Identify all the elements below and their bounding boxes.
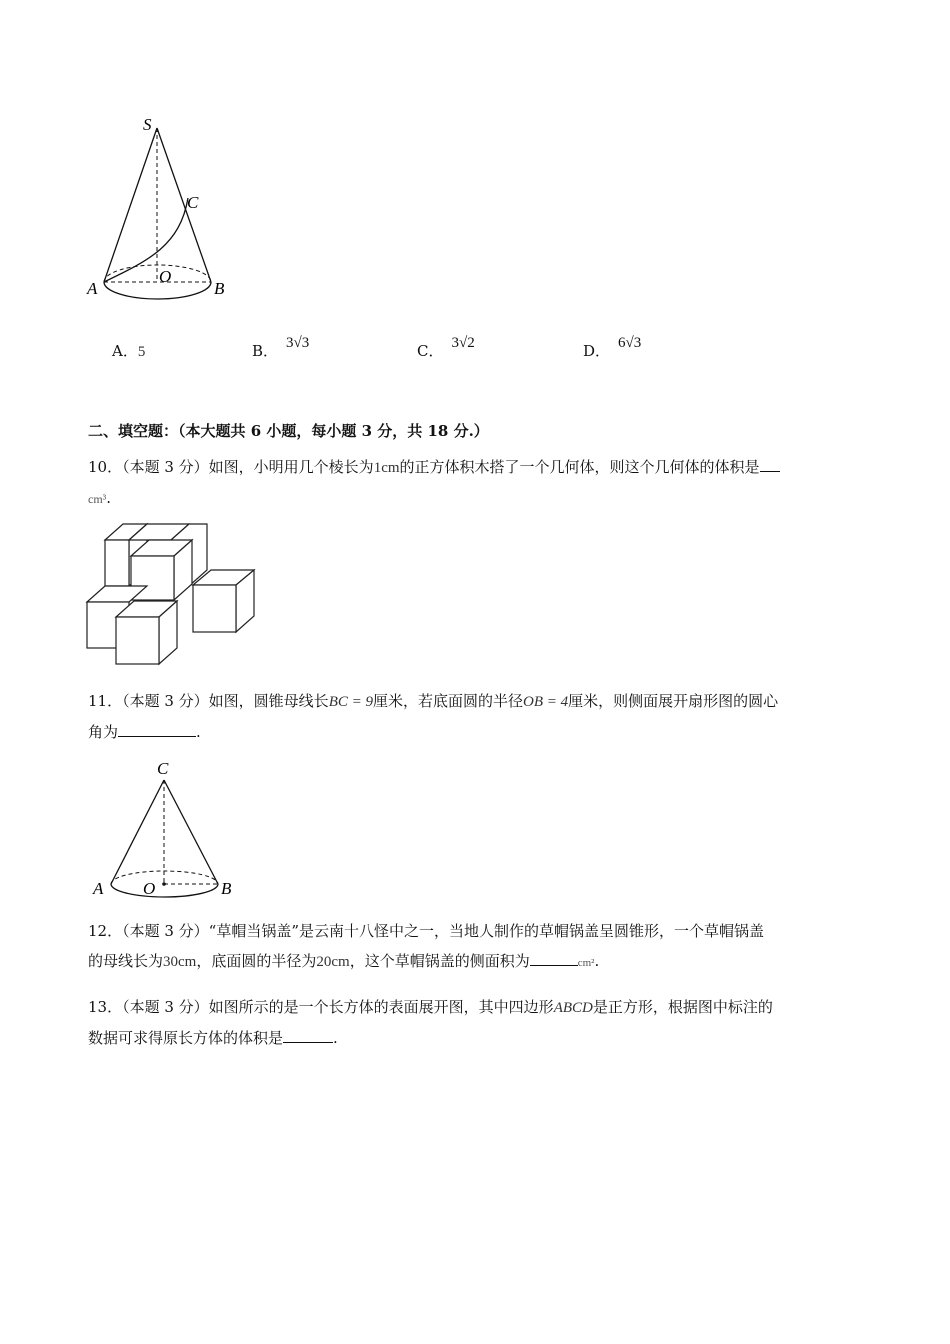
question-11: 11．（本题 3 分）如图，圆锥母线长BC = 9厘米，若底面圆的半径OB = 4厘米，则侧面展开扇形图的圆心 角为 . xyxy=(88,692,779,741)
label-c: C xyxy=(187,193,199,212)
answer-blank-11[interactable] xyxy=(118,722,196,737)
question-12: 12．（本题 3 分）“草帽当锅盖”是云南十八怪中之一，当地人制作的草帽锅盖呈圆锥形，一个草帽锅盖 的母线长为30cm，底面圆的半径为20cm，这个草帽锅盖的侧面积为 cm². xyxy=(88,922,765,970)
label-a: A xyxy=(87,279,98,298)
answer-blank-10[interactable] xyxy=(760,457,780,472)
option-b[interactable]: B． 3√3 xyxy=(252,335,310,360)
cone-figure-1 xyxy=(80,110,240,310)
label-o: O xyxy=(159,267,172,286)
option-a[interactable]: A．5 xyxy=(112,342,146,360)
label-b2: B xyxy=(221,879,232,898)
label-s: S xyxy=(143,115,152,134)
option-c[interactable]: C． 3√2 xyxy=(417,335,475,360)
cubes-figure xyxy=(85,522,260,670)
label-a2: A xyxy=(93,879,104,898)
answer-blank-13[interactable] xyxy=(283,1028,333,1043)
section-title: 二、填空题：（本大题共 6 小题，每小题 3 分，共 18 分.） xyxy=(88,422,489,440)
label-c2: C xyxy=(157,759,169,778)
answer-blank-12[interactable] xyxy=(530,951,578,966)
question-10: 10．（本题 3 分）如图，小明用几个棱长为1cm的正方体积木搭了一个几何体，则这个几何体的体积是 cm³. xyxy=(88,452,863,514)
question-13: 13．（本题 3 分）如图所示的是一个长方体的表面展开图，其中四边形ABCD是正方形，根据图中标注的 数据可求得原长方体的体积是 . xyxy=(88,998,773,1047)
label-o2: O xyxy=(143,879,156,898)
label-b: B xyxy=(214,279,225,298)
cone-figure-2 xyxy=(88,756,248,901)
option-d[interactable]: D． 6√3 xyxy=(583,335,642,360)
